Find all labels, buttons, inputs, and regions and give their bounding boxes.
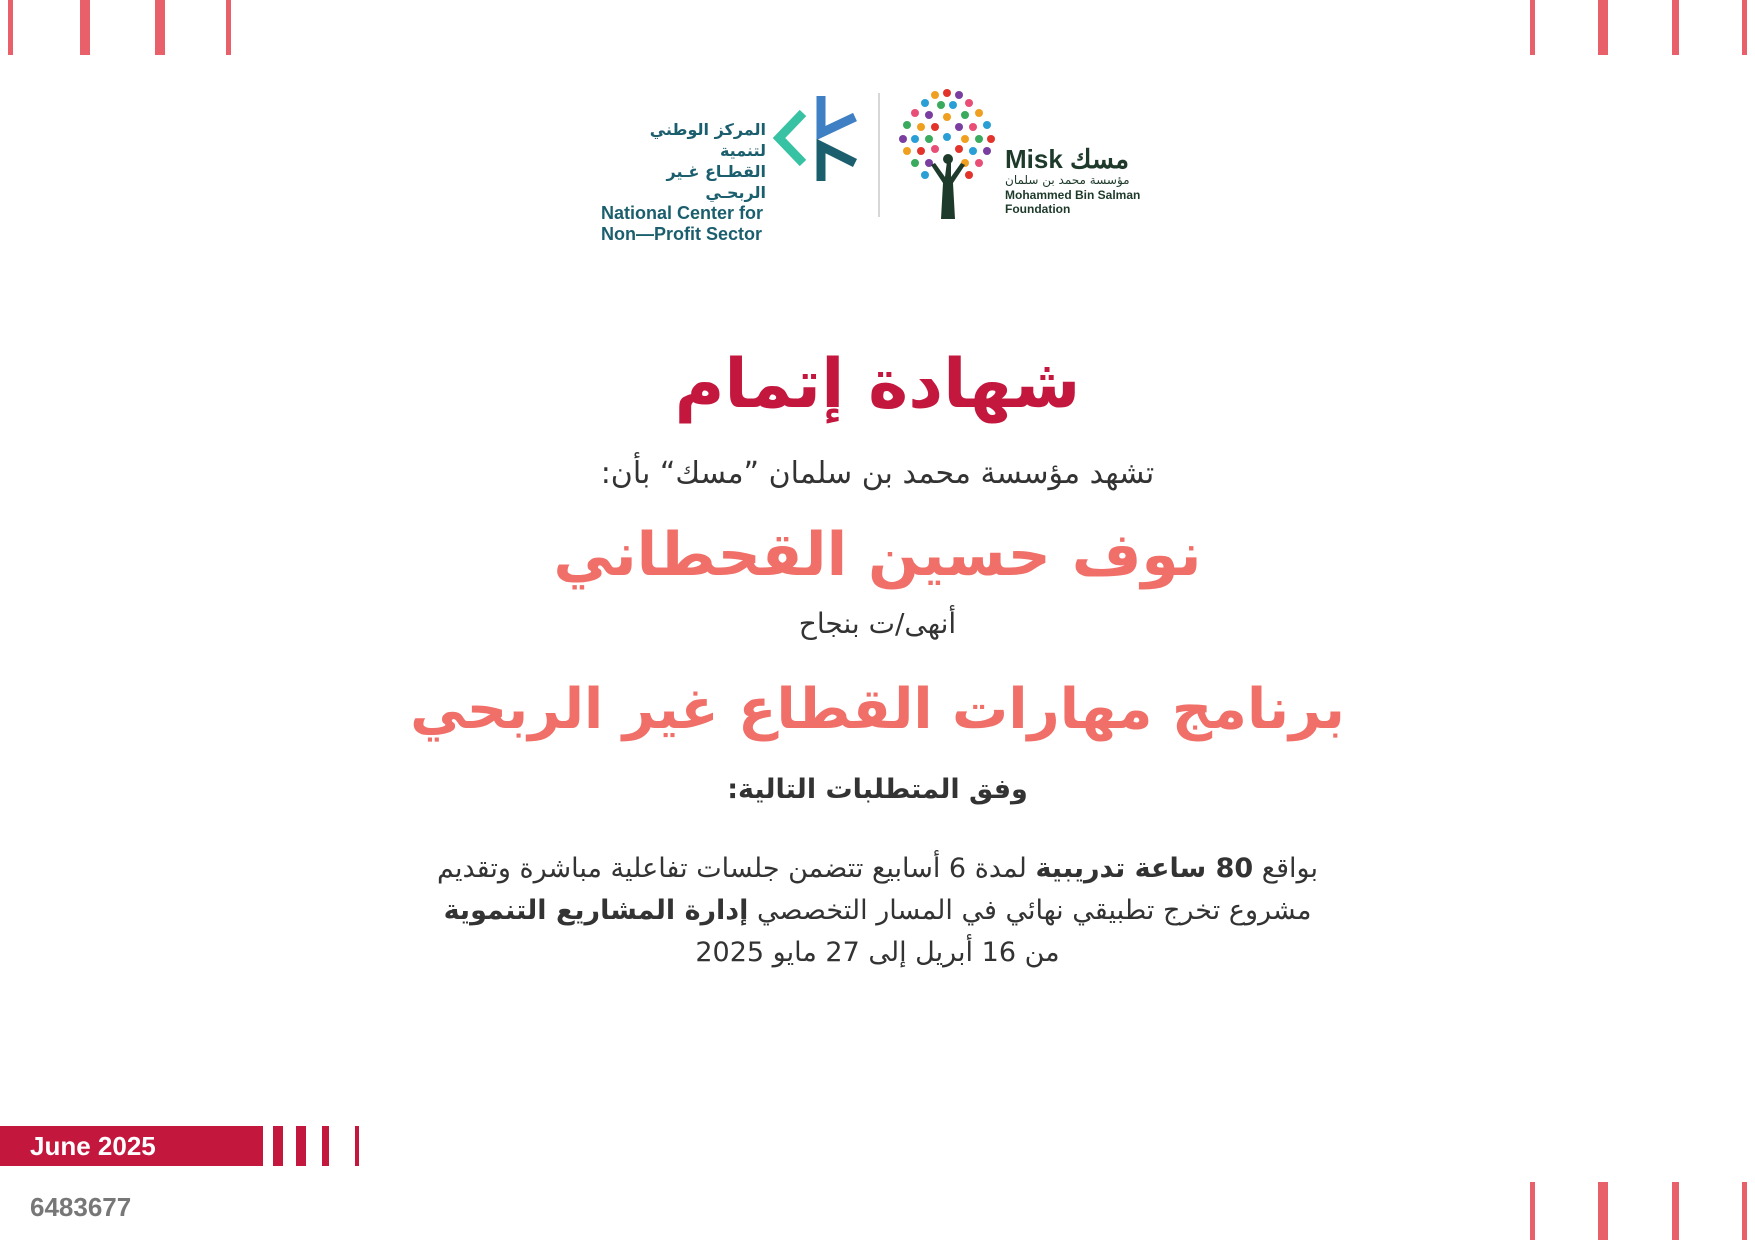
certificate-title: شهادة إتمام <box>674 345 1081 424</box>
misk-tree-icon <box>895 85 1000 220</box>
top-right-stripe-2 <box>1598 0 1608 55</box>
footer-stripe-2 <box>296 1126 306 1166</box>
details-line-1 <box>0 848 1755 890</box>
misk-arabic-name: مؤسسة محمد بن سلمان <box>1005 173 1130 187</box>
top-right-stripe-4 <box>1742 0 1747 55</box>
specialization-track: إدارة المشاريع التنموية <box>443 895 749 926</box>
misk-logo-text <box>1005 145 1165 216</box>
bottom-right-stripe-1 <box>1530 1182 1535 1240</box>
ncnp-english-line-2: Non—Profit Sector <box>601 224 763 244</box>
partner-logos <box>595 85 1160 244</box>
ncnp-logo-icon <box>773 93 858 183</box>
logo-divider <box>878 93 880 217</box>
bottom-right-stripe-2 <box>1598 1182 1608 1240</box>
certificate-id: 6483677 <box>30 1192 132 1222</box>
ncnp-english-line-1: National Center for <box>601 203 764 223</box>
footer-stripe-4 <box>355 1126 359 1166</box>
footer-stripe-3 <box>322 1126 329 1166</box>
ncnp-logo-text <box>601 119 766 245</box>
details-line-2 <box>0 890 1755 932</box>
ncnp-arabic-line-1: المركز الوطني لتنمية <box>649 120 766 160</box>
recipient-name: نوف حسين القحطاني <box>553 520 1202 590</box>
training-hours: 80 ساعة تدريبية <box>1035 853 1254 884</box>
ncnp-arabic-line-2: القطـاع غـير الربحـي <box>666 162 766 202</box>
details-line-3: من 16 أبريل إلى 27 مايو 2025 <box>695 937 1060 968</box>
bottom-right-stripe-3 <box>1672 1182 1679 1240</box>
footer-stripe-1 <box>273 1126 283 1166</box>
top-left-stripe-3 <box>155 0 165 55</box>
misk-brand: Misk مسك <box>1005 144 1130 174</box>
bottom-right-stripe-4 <box>1742 1182 1747 1240</box>
issue-date: June 2025 <box>30 1131 156 1161</box>
top-right-stripe-3 <box>1672 0 1679 55</box>
details-line-1-c: لمدة 6 أسابيع تتضمن جلسات تفاعلية مباشرة وتقديم <box>437 853 1036 884</box>
top-left-stripe-2 <box>80 0 90 55</box>
details-line-2-a: مشروع تخرج تطبيقي نهائي في المسار التخصصي <box>748 895 1312 926</box>
top-left-stripe-4 <box>226 0 231 55</box>
misk-english-line-1: Mohammed Bin Salman <box>1005 188 1141 202</box>
top-left-stripe-1 <box>8 0 13 55</box>
completion-statement: أنهى/ت بنجاح <box>798 607 957 640</box>
top-right-stripe-1 <box>1530 0 1535 55</box>
requirements-heading: وفق المتطلبات التالية: <box>727 774 1028 805</box>
program-details <box>0 848 1755 974</box>
misk-english-line-2: Foundation <box>1005 202 1071 216</box>
details-line-1-a: بواقع <box>1253 853 1318 884</box>
certificate-intro: تشهد مؤسسة محمد بن سلمان ”مسك“ بأن: <box>600 456 1155 491</box>
program-name: برنامج مهارات القطاع غير الربحي <box>410 677 1345 742</box>
